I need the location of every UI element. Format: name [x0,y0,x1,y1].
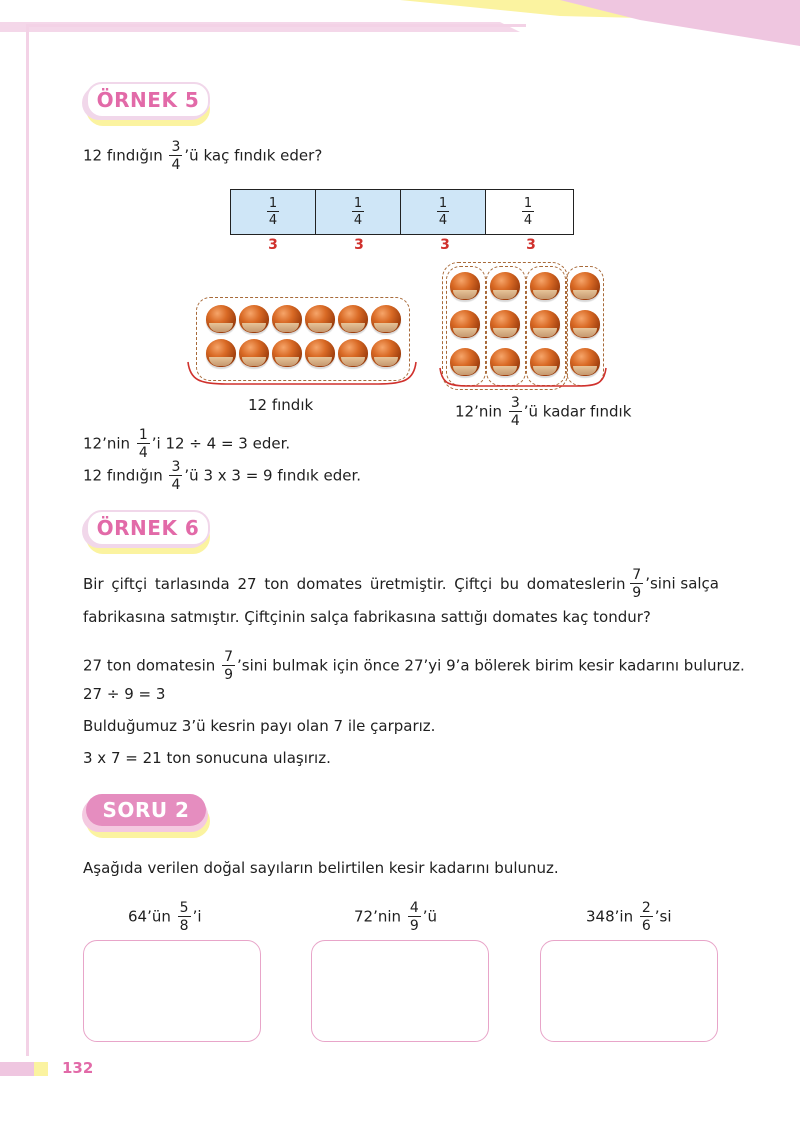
page-number: 132 [62,1059,94,1077]
example-6-solution-line-4: 3 x 7 = 21 ton sonucuna ulaşırız. [83,749,331,767]
hazelnut-icon [371,305,401,333]
example-6-paragraph-line-2: fabrikasına satmıştır. Çiftçinin salça fabrikasına sattığı domates kaç tondur? [83,608,651,626]
example-6-badge [82,510,212,556]
hazelnut-grid-left [206,305,401,367]
fraction: $\frac{3}{4}$ [171,139,181,173]
answer-box-2[interactable] [311,940,489,1042]
example-5-solution-line-1: 12’nin $\frac{1}{4}$ ’i 12 ÷ 4 = 3 eder. [83,427,291,461]
hazelnut-icon [239,305,269,333]
fraction-strip [230,189,574,253]
hazelnut-icon [272,305,302,333]
hazelnut-icon [338,305,368,333]
brace-left [186,360,418,390]
hazelnut-icon [206,305,236,333]
answer-box-3[interactable] [540,940,718,1042]
strip-value: 3 [440,237,450,253]
answer-box-1[interactable] [83,940,261,1042]
example-6-paragraph-line-1: Bir çiftçi tarlasında 27 ton domates üretmiştir. Çiftçi bu domateslerin $\frac{7}{9}$ ’sini salça [83,567,719,601]
strip-value: 3 [354,237,364,253]
example-6-solution-line-1: 27 ton domatesin $\frac{7}{9}$ ’sini bulmak için önce 27’yi 9’a bölerek birim kesir kadarını buluruz. [83,649,745,683]
strip-value: 3 [268,237,278,253]
question-2-badge [82,794,212,840]
strip-value: 3 [526,237,536,253]
hazelnut-icon [570,272,600,300]
top-margin-rule [26,24,526,27]
footer-bar-pink [0,1062,34,1076]
example-5-label: ÖRNEK 5 [96,88,200,112]
caption-12-hazelnuts: 12 fındık [248,396,314,414]
example-6-solution-line-2: 27 ÷ 9 = 3 [83,685,166,703]
example-5-badge [82,82,212,128]
question-2-label: SORU 2 [102,798,190,822]
example-5-question: 12 fındığın $\frac{3}{4}$ ’ü kaç fındık eder? [83,139,323,173]
brace-right [438,366,608,392]
example-6-label: ÖRNEK 6 [96,516,200,540]
question-item-3: 348’in $\frac{2}{6}$ ’si [586,900,672,934]
caption-three-quarters: 12’nin $\frac{3}{4}$ ’ü kadar fındık [455,395,632,429]
hazelnut-icon [305,305,335,333]
strip-cell: $\frac{1}{4}$ [231,190,316,234]
example-6-solution-line-3: Bulduğumuz 3’ü kesrin payı olan 7 ile çarparız. [83,717,436,735]
question-2-instruction: Aşağıda verilen doğal sayıların belirtilen kesir kadarını bulunuz. [83,859,559,877]
question-item-2: 72’nin $\frac{4}{9}$ ’ü [354,900,438,934]
top-decoration [0,0,800,60]
strip-cell: $\frac{1}{4}$ [316,190,401,234]
strip-cell: $\frac{1}{4}$ [401,190,486,234]
example-5-solution-line-2: 12 fındığın $\frac{3}{4}$ ’ü 3 x 3 = 9 fındık eder. [83,459,362,493]
strip-cell: $\frac{1}{4}$ [523,196,533,228]
hazelnut-icon [570,310,600,338]
footer-bar-yellow [34,1062,48,1076]
left-margin-rule [26,26,29,1056]
question-item-1: 64’ün $\frac{5}{8}$ ’i [128,900,202,934]
